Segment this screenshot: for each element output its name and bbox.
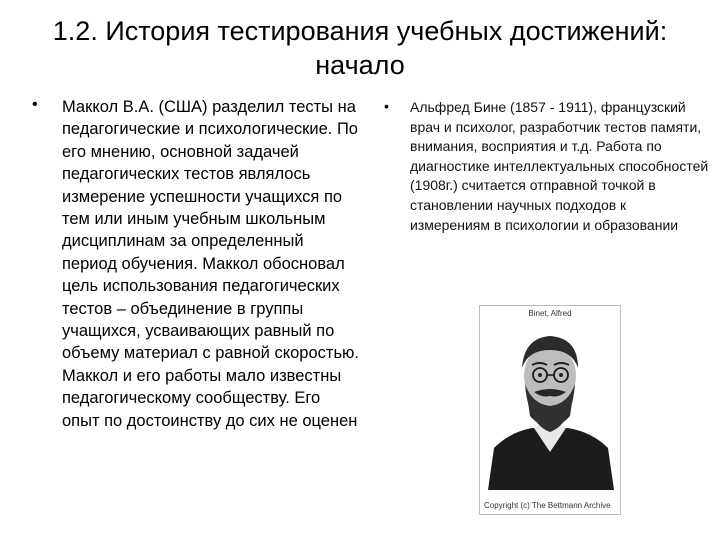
slide-title <box>20 14 700 82</box>
bullet-icon: • <box>384 98 389 114</box>
mccall-paragraph: Маккол В.А. (США) разделил тесты на педагогические и психологические. По его мнению, основной задачей педагогических тестов являлось измерение успешности учащихся по тем или иным учебным школьным дисциплинам за определенный период обучения. Маккол обосновал цель использования педагогических тестов – объединение в группы учащихся, усваивающих равный по объему материал с равной скоростью. Маккол и его работы мало известны педагогическому сообществу. Его опыт по достоинству до сих не оценен <box>62 98 360 430</box>
right-column <box>380 98 710 235</box>
binet-portrait <box>479 305 621 515</box>
slide-title-line1: 1.2. История тестирования учебных достижений: <box>52 16 668 46</box>
binet-paragraph: Альфред Бине (1857 - 1911), французский врач и психолог, разработчик тестов памяти, внимания, восприятия и т.д. Работа по диагностике интеллектуальных способностей (1908г.) считается отправной точкой в становлении научных подходов к измерениям в психологии и образовании <box>410 99 709 233</box>
photo-caption-name: Binet, Alfred <box>528 309 572 318</box>
portrait-image <box>480 320 620 490</box>
bullet-icon: • <box>32 96 38 113</box>
left-column <box>32 96 362 432</box>
photo-copyright: Copyright (c) The Bettmann Archive <box>484 501 611 510</box>
slide-title-line2: начало <box>315 50 405 80</box>
